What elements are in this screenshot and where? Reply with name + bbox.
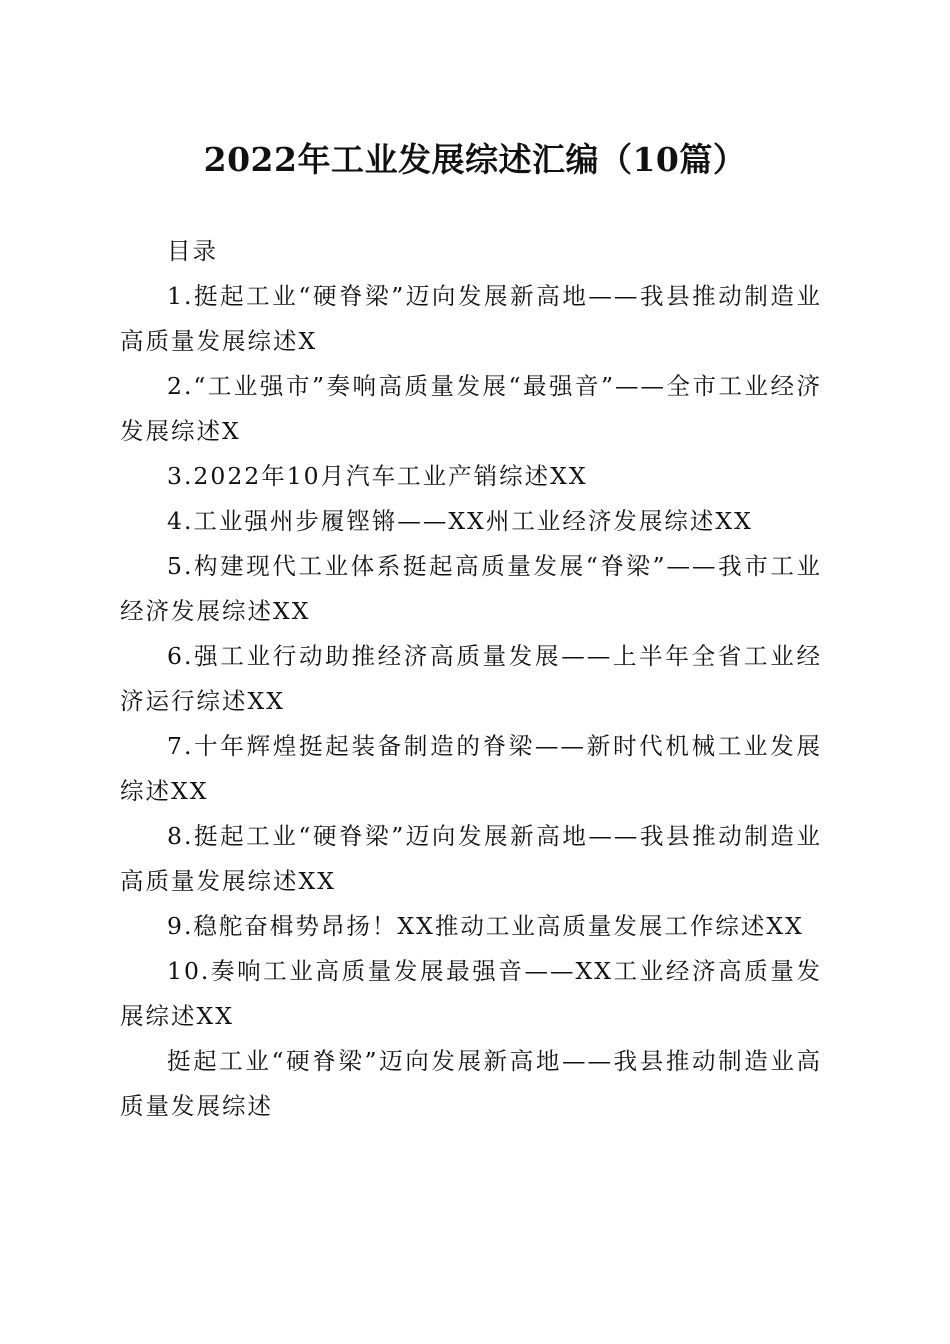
toc-item-4: 4.工业强州步履铿锵——XX州工业经济发展综述XX (167, 507, 753, 535)
toc-item-1: 1.挺起工业“硬脊梁”迈向发展新高地——我县推动制造业高质量发展综述X (120, 282, 822, 355)
toc-item-5: 5.构建现代工业体系挺起高质量发展“脊梁”——我市工业经济发展综述XX (120, 552, 822, 625)
toc-item-7: 7.十年辉煌挺起装备制造的脊梁——新时代机械工业发展综述XX (120, 732, 822, 805)
toc-item-6: 6.强工业行动助推经济高质量发展——上半年全省工业经济运行综述XX (120, 642, 822, 715)
toc-item-2: 2.“工业强市”奏响高质量发展“最强音”——全市工业经济发展综述X (120, 372, 822, 445)
toc-item-3: 3.2022年10月汽车工业产销综述XX (167, 462, 588, 490)
document-title: 2022年工业发展综述汇编（10篇） (203, 140, 747, 179)
toc-label: 目录 (167, 237, 218, 265)
toc-item-9: 9.稳舵奋楫势昂扬！XX推动工业高质量发展工作综述XX (167, 912, 804, 940)
toc-item-10: 10.奏响工业高质量发展最强音——XX工业经济高质量发展综述XX (120, 957, 822, 1030)
document-body (120, 229, 822, 1129)
section-heading: 挺起工业“硬脊梁”迈向发展新高地——我县推动制造业高质量发展综述 (120, 1047, 822, 1120)
toc-item-8: 8.挺起工业“硬脊梁”迈向发展新高地——我县推动制造业高质量发展综述XX (120, 822, 822, 895)
